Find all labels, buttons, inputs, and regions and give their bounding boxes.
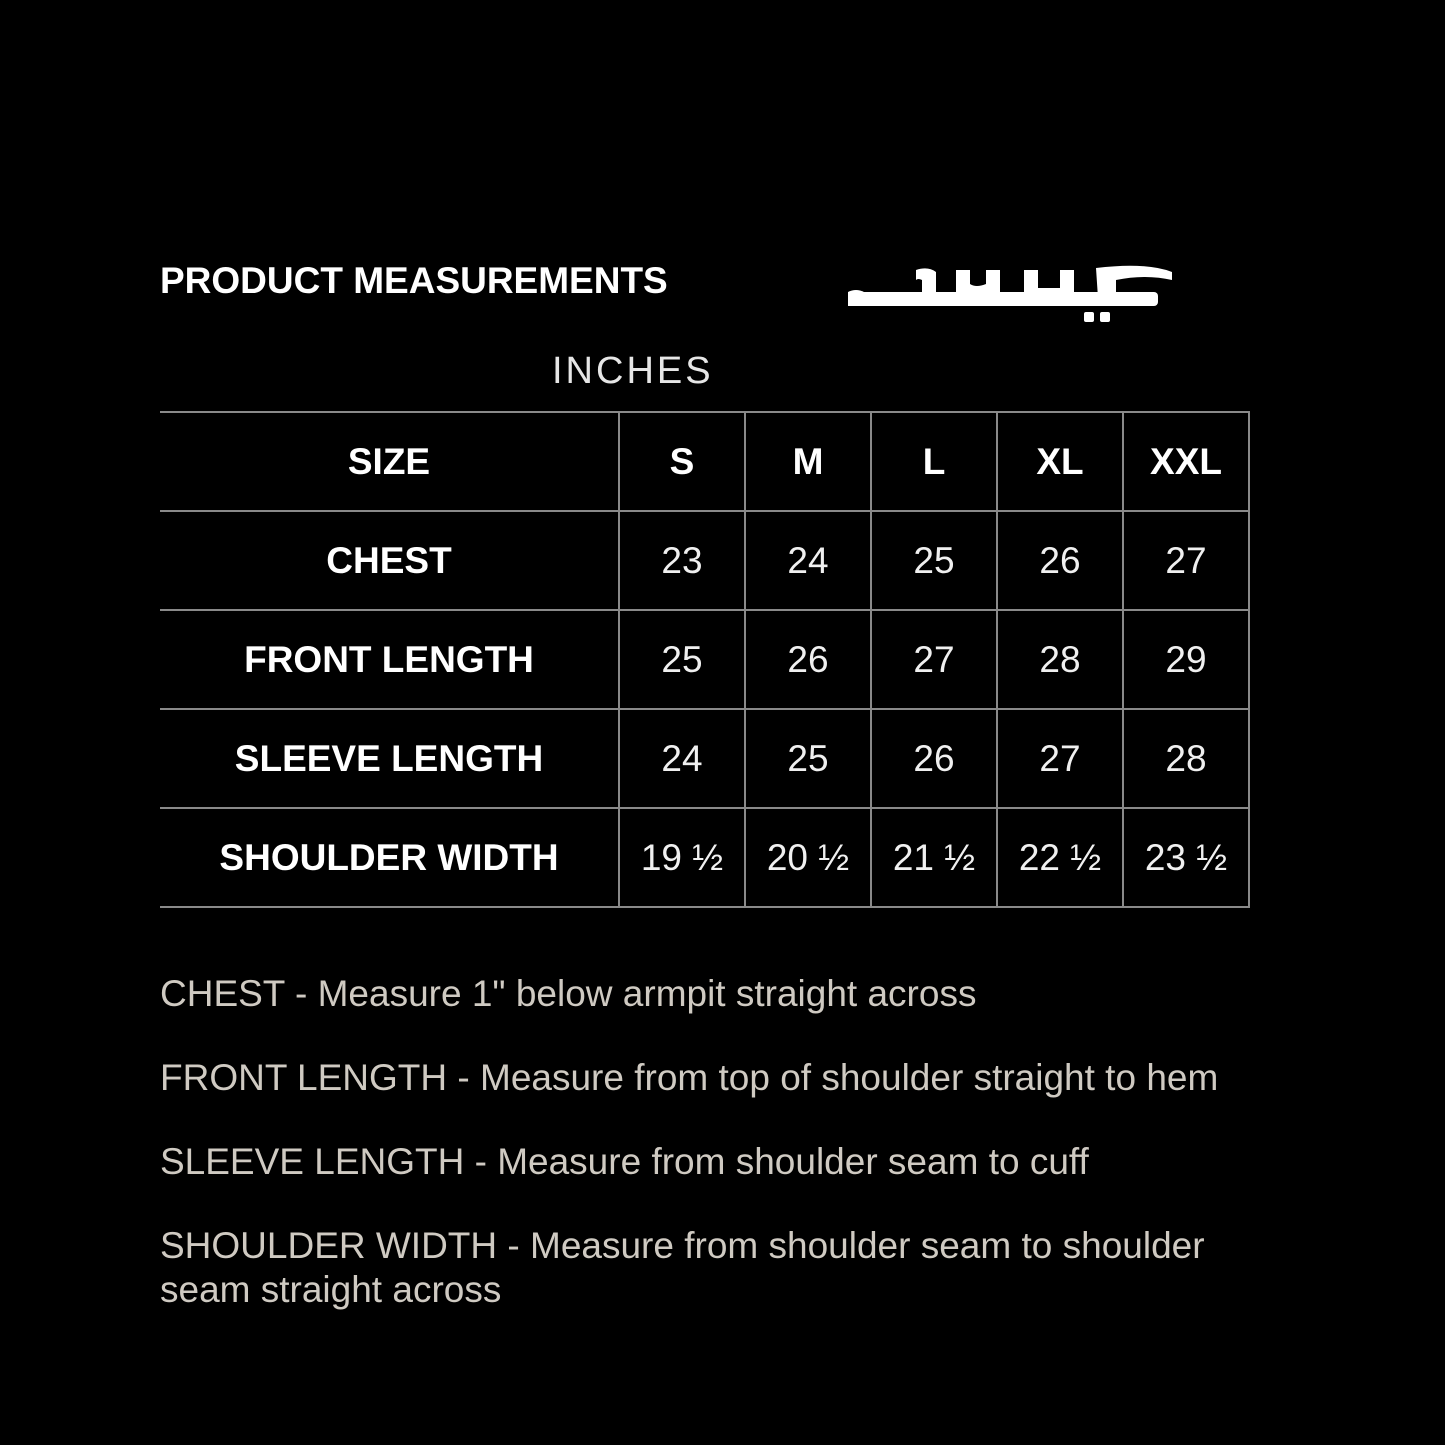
units-label: INCHES: [552, 350, 714, 392]
table-cell: 28: [997, 610, 1123, 709]
row-label-chest: CHEST: [160, 511, 619, 610]
table-cell: 27: [1123, 511, 1249, 610]
table-cell: 25: [745, 709, 871, 808]
table-cell: 27: [871, 610, 997, 709]
size-header-cell: SIZE: [160, 412, 619, 511]
page-title: PRODUCT MEASUREMENTS: [160, 260, 668, 301]
note-front-length: FRONT LENGTH - Measure from top of shoulder straight to hem: [160, 1057, 1219, 1098]
table-cell: 19 ½: [619, 808, 745, 907]
table-cell: 28: [1123, 709, 1249, 808]
table-cell: 21 ½: [871, 808, 997, 907]
measurement-notes: [160, 972, 1260, 1352]
table-cell: 29: [1123, 610, 1249, 709]
row-label-sleeve-length: SLEEVE LENGTH: [160, 709, 619, 808]
table-cell: 26: [745, 610, 871, 709]
size-header-l: L: [871, 412, 997, 511]
table-cell: 20 ½: [745, 808, 871, 907]
table-row: [160, 709, 1249, 808]
note-shoulder-width: SHOULDER WIDTH - Measure from shoulder seam to shoulder seam straight across: [160, 1225, 1205, 1310]
table-cell: 24: [619, 709, 745, 808]
table-cell: 25: [619, 610, 745, 709]
table-cell: 23: [619, 511, 745, 610]
size-chart-table: [160, 411, 1250, 908]
note-sleeve-length: SLEEVE LENGTH - Measure from shoulder seam to cuff: [160, 1141, 1089, 1182]
table-cell: 26: [871, 709, 997, 808]
row-label-front-length: FRONT LENGTH: [160, 610, 619, 709]
size-header-s: S: [619, 412, 745, 511]
note-chest: CHEST - Measure 1" below armpit straight across: [160, 973, 977, 1014]
table-header-row: [160, 412, 1249, 511]
table-cell: 27: [997, 709, 1123, 808]
table-cell: 24: [745, 511, 871, 610]
table-cell: 26: [997, 511, 1123, 610]
size-header-xxl: XXL: [1123, 412, 1249, 511]
table-row: [160, 808, 1249, 907]
arabic-calligraphy-logo-icon: [846, 258, 1176, 328]
table-row: [160, 511, 1249, 610]
table-cell: 25: [871, 511, 997, 610]
size-header-xl: XL: [997, 412, 1123, 511]
row-label-shoulder-width: SHOULDER WIDTH: [160, 808, 619, 907]
table-row: [160, 610, 1249, 709]
table-cell: 22 ½: [997, 808, 1123, 907]
size-header-m: M: [745, 412, 871, 511]
table-cell: 23 ½: [1123, 808, 1249, 907]
